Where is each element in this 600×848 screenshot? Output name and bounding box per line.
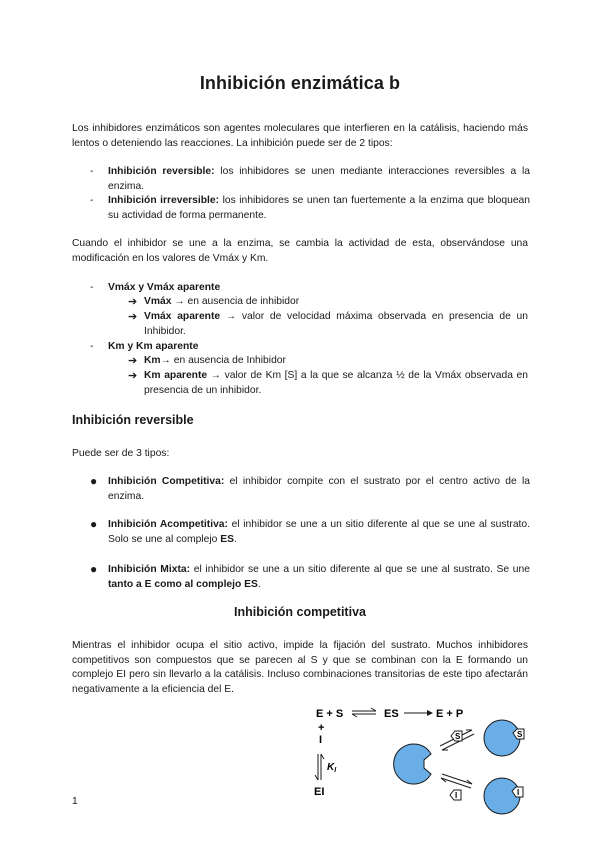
param-item-vmax: [128, 295, 528, 310]
reversible-label: Inhibición Competitiva:: [108, 476, 225, 487]
inhibitor-binding-arrows: [441, 774, 472, 788]
arrow-marker: ➔: [128, 370, 138, 382]
reversible-end: .: [257, 578, 261, 590]
param-item-km-aparente: [128, 369, 528, 398]
dash-marker: -: [90, 166, 94, 177]
diagram-i: I: [319, 734, 323, 746]
section-heading-reversible: Inhibición reversible: [72, 413, 194, 427]
bullet-marker: ●: [90, 517, 98, 531]
dash-marker: -: [90, 282, 94, 293]
arrow-marker: ➔: [128, 355, 138, 367]
intro-paragraph: Los inhibidores enzimáticos son agentes moleculares que interfieren en la catálisis, haciendo más lentos o deteniendo las reacciones. La inhibición puede ser de 2 tipos:: [72, 123, 528, 149]
param-text: → en ausencia de Inhibidor: [160, 355, 286, 366]
param-label: Vmáx aparente: [144, 311, 221, 322]
arrow-marker: ➔: [128, 296, 138, 308]
param-heading-km: [90, 340, 530, 355]
diagram-ei: EI: [314, 786, 325, 798]
page-title: Inhibición enzimática b: [199, 73, 401, 93]
reversible-text: el inhibidor se une a un sitio diferente al que se une al sustrato. Solo se une al complejo: [108, 519, 530, 545]
svg-text:I: I: [517, 788, 520, 797]
param-text: → en ausencia de inhibidor: [171, 296, 300, 307]
type-text: los inhibidores se unen tan fuertemente a la enzima que bloquean su actividad de forma permanente.: [108, 195, 531, 221]
bullet-marker: ●: [90, 562, 98, 576]
param-label: Km: [144, 355, 161, 366]
reversible-item-mixta: [90, 563, 530, 592]
reversible-text: el inhibidor compite con el sustrato por el centro activo de la enzima.: [108, 476, 530, 502]
reversible-label: Inhibición Mixta:: [108, 564, 191, 575]
activity-paragraph: Cuando el inhibidor se une a la enzima, se cambia la actividad de esta, observándose una modificación en los valores de Vmáx y Km.: [72, 238, 528, 264]
param-heading: Km y Km aparente: [108, 341, 199, 352]
reversible-text: el inhibidor se une a un sitio diferente al que se une al sustrato. Se une: [190, 564, 530, 575]
diagram-e-p: E + P: [436, 708, 464, 720]
param-heading: Vmáx y Vmáx aparente: [108, 282, 221, 293]
svg-text:S: S: [455, 732, 461, 741]
type-item-irreversible: [90, 194, 530, 223]
enzyme-free: [394, 744, 431, 784]
enzyme-inhibitor-complex: [484, 778, 520, 814]
diagram-e-s: E + S: [316, 708, 344, 720]
enzyme-substrate-complex: [484, 720, 520, 756]
reversible-label: Inhibición Acompetitiva:: [108, 519, 228, 530]
diagram-k: $K_I$: [327, 762, 337, 774]
diagram-plus: +: [318, 722, 325, 734]
param-label: Km aparente: [144, 370, 208, 381]
param-text: → valor de Km [S] a la que se alcanza ½ de la Vmáx observada en presencia de un inhibidor.: [144, 370, 529, 396]
param-item-vmax-aparente: [128, 310, 528, 339]
bullet-marker: ●: [90, 474, 98, 488]
svg-text:S: S: [517, 730, 523, 739]
arrow-marker: ➔: [128, 311, 138, 323]
inhibitor-shape: [450, 790, 461, 800]
competitive-paragraph: Mientras el inhibidor ocupa el sitio activo, impide la fijación del sustrato. Muchos inhibidores competitivos son compuestos que se parecen al S y que se combinan con la E formando un complejo EI pero sin llevarlo a la catálisis. Incluso combinaciones transitorias de este tipo afectarán negativamente a la eficiencia del E.: [72, 640, 528, 695]
param-item-km: [128, 354, 528, 369]
equilibrium-arrow: [352, 708, 376, 717]
reversible-bold-end: ES: [220, 533, 234, 545]
reversible-subtitle: Puede ser de 3 tipos:: [72, 448, 170, 459]
page-number: 1: [72, 796, 78, 807]
type-item-reversible: [90, 165, 530, 194]
reversible-item-acompetitiva: [90, 518, 530, 547]
dash-marker: -: [90, 195, 94, 206]
type-label: Inhibición reversible:: [108, 166, 215, 177]
section-heading-competitiva: Inhibición competitiva: [234, 605, 366, 619]
reversible-end: .: [233, 533, 237, 545]
svg-text:I: I: [455, 791, 458, 800]
param-heading-vmax: [90, 281, 530, 296]
reversible-bold-end: tanto a E como al complejo ES: [108, 578, 258, 590]
dash-marker: -: [90, 341, 94, 352]
param-text: → valor de velocidad máxima observada en presencia de un Inhibidor.: [144, 311, 528, 337]
diagram-es: ES: [384, 708, 399, 720]
reversible-item-competitiva: [90, 475, 530, 504]
type-label: Inhibición irreversible:: [108, 195, 220, 206]
param-label: Vmáx: [144, 296, 172, 307]
competitive-inhibition-diagram: [300, 700, 540, 825]
vertical-equilibrium-arrow: [315, 754, 324, 780]
type-text: los inhibidores se unen mediante interacciones reversibles a la enzima.: [108, 166, 530, 192]
